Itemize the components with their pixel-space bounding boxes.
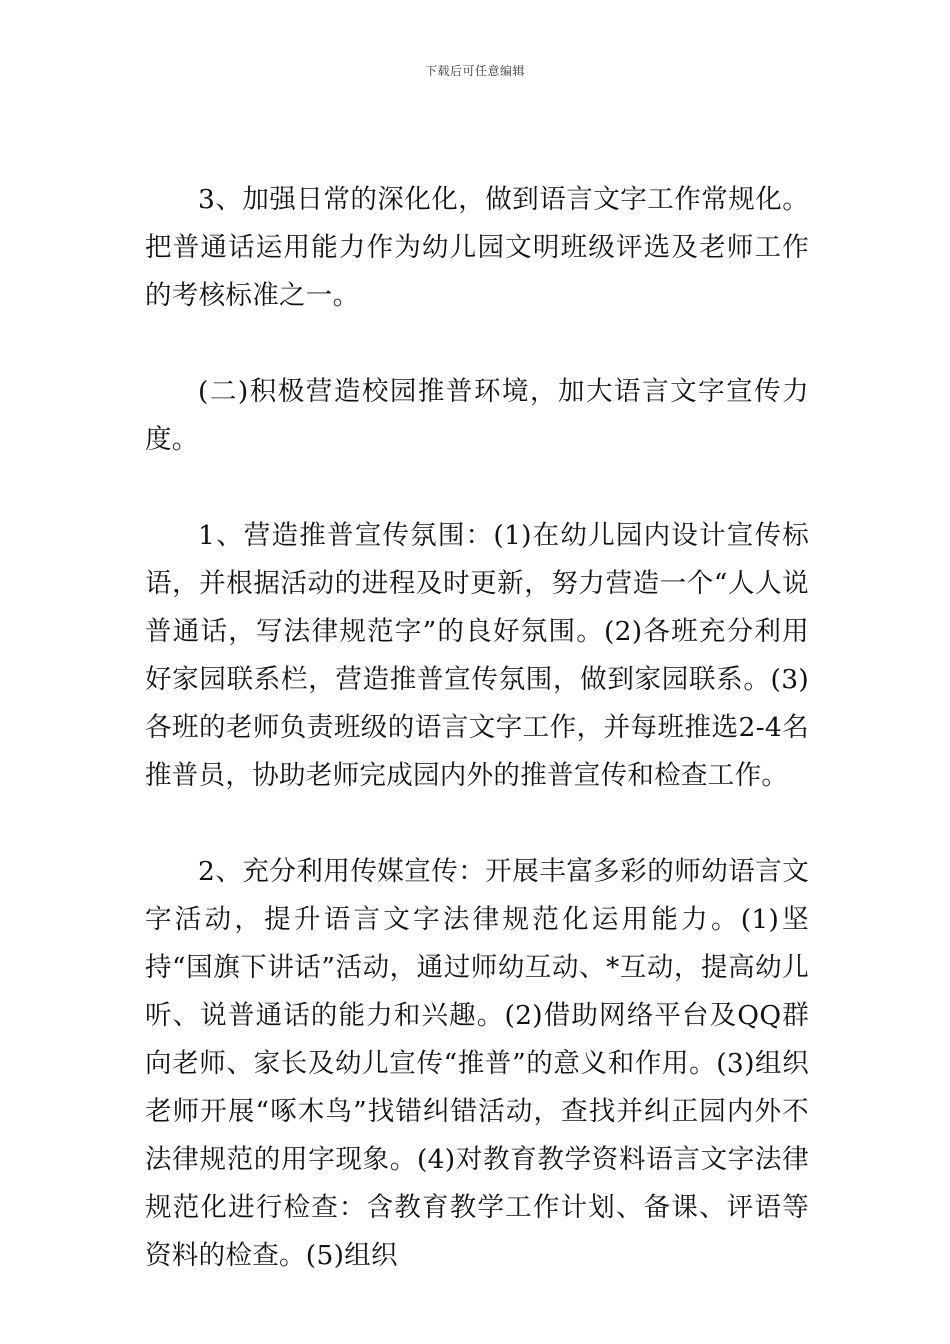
paragraph-item-2: 2、充分利用传媒宣传：开展丰富多彩的师幼语言文字活动，提升语言文字法律规范化运用能力。(1)坚持“国旗下讲话”活动，通过师幼互动、*互动，提高幼儿听、说普通话的能力和兴趣。(2)借助网络平台及QQ群向老师、家长及幼儿宣传“推普”的意义和作用。(3)组织老师开展“啄木鸟”找错纠错活动，查找并纠正园内外不法律规范的用字现象。(4)对教育教学资料语言文字法律规范化进行检查：含教育教学工作计划、备课、评语等资料的检查。(5)组织 [145,856,809,1271]
section-heading-2: (二)积极营造校园推普环境，加大语言文字宣传力度。 [145,376,809,455]
paragraph-item-1: 1、营造推普宣传氛围：(1)在幼儿园内设计宣传标语，并根据活动的进程及时更新，努力营造一个“人人说普通话，写法律规范字”的良好氛围。(2)各班充分利用好家园联系栏，营造推普宣传氛围，做到家园联系。(3)各班的老师负责班级的语言文字工作，并每班推选2-4名推普员，协助老师完成园内外的推普宣传和检查工作。 [145,520,809,791]
paragraph-item-3: 3、加强日常的深化化，做到语言文字工作常规化。把普通话运用能力作为幼儿园文明班级评选及老师工作的考核标准之一。 [145,184,809,311]
document-body [145,176,809,1280]
page-header-note: 下载后可任意编辑 [424,64,525,78]
